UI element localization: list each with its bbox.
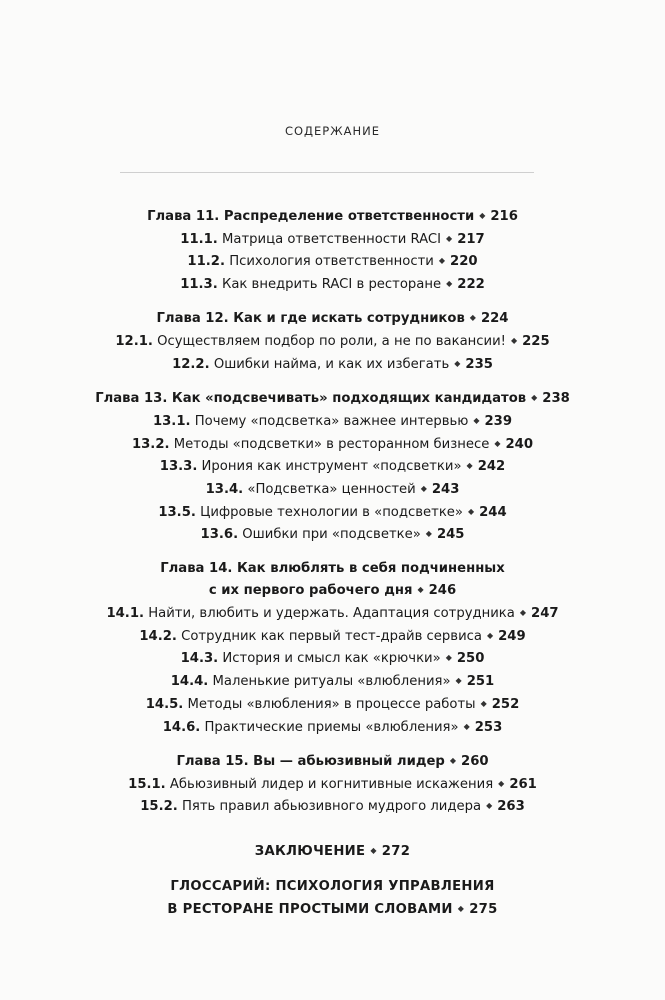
diamond-separator-icon: ◆ [446,233,453,243]
section-number: 14.3. [180,651,219,667]
toc-section-12-2[interactable] [0,353,665,376]
diamond-separator-icon: ◆ [445,653,452,663]
page-title: СОДЕРЖАНИЕ [284,124,381,138]
diamond-separator-icon: ◆ [438,256,446,266]
diamond-separator-icon: ◆ [457,903,465,913]
page-number: 243 [431,481,460,497]
diamond-separator-icon: ◆ [454,358,461,368]
toc-section-14-3[interactable] [0,647,665,670]
toc-glossary[interactable] [0,876,665,898]
diamond-separator-icon: ◆ [494,438,501,448]
table-of-contents [0,205,665,933]
page-number: 272 [381,843,411,859]
toc-chapter-15[interactable] [0,750,665,773]
section-number: 12.2. [172,356,210,372]
page-number: 238 [542,391,570,407]
toc-conclusion[interactable] [0,840,665,863]
page-number: 252 [491,696,520,712]
chapter-title: Глава 12. Как и где искать сотрудников [156,311,465,327]
header-divider [120,172,534,173]
diamond-separator-icon: ◆ [479,211,486,220]
diamond-separator-icon: ◆ [446,279,453,289]
section-number: 13.6. [200,527,239,543]
toc-section-13-1[interactable] [0,410,665,433]
page-number: 249 [498,628,526,644]
section-title: Пять правил абьюзивного мудрого лидера [182,799,482,815]
toc-chapter-13[interactable] [0,387,665,410]
section-number: 13.3. [159,459,198,475]
toc-section-13-5[interactable] [0,501,665,524]
diamond-separator-icon: ◆ [486,630,494,640]
section-number: 14.2. [139,628,177,644]
section-title: Сотрудник как первый тест-драйв сервиса [181,628,482,644]
chapter-title: Глава 13. Как «подсвечивать» подходящих кандидатов [95,391,527,407]
section-number: 14.6. [162,719,201,735]
section-title: «Подсветка» ценностей [247,481,416,497]
chapter-title: Глава 15. Вы — абьюзивный лидер [176,753,445,769]
chapter-title-line-2: с их первого рабочего дня [208,583,413,599]
section-title: Методы «подсветки» в ресторанном бизнесе [173,436,490,452]
section-title: Маленькие ритуалы «влюбления» [212,674,451,690]
page-number: 216 [490,209,518,224]
diamond-separator-icon: ◆ [469,313,476,323]
glossary-title-line-2: В РЕСТОРАНЕ ПРОСТЫМИ СЛОВАМИ [167,901,453,917]
toc-section-14-1[interactable] [0,602,665,625]
section-number: 11.1. [180,231,218,247]
page-number: 239 [484,413,513,429]
section-number: 13.4. [205,481,244,497]
section-title: Ирония как инструмент «подсветки» [201,459,462,475]
section-title: Психология ответственности [229,254,434,270]
diamond-separator-icon: ◆ [463,721,470,731]
section-title: Ошибки найма, и как их избегать [213,356,450,372]
page-number: 222 [457,277,485,293]
diamond-separator-icon: ◆ [486,801,493,811]
toc-section-11-2[interactable] [0,250,665,273]
page-number: 250 [456,651,485,667]
page-number: 275 [469,901,498,917]
diamond-separator-icon: ◆ [480,698,487,708]
section-number: 13.5. [158,504,196,520]
section-title: Цифровые технологии в «подсветке» [200,504,463,520]
toc-section-15-2[interactable] [0,795,665,818]
toc-section-14-6[interactable] [0,716,665,739]
section-number: 11.3. [180,277,218,293]
section-number: 13.1. [152,413,191,429]
page-number: 220 [450,254,478,270]
section-title: Матрица ответственности RACI [222,231,442,247]
toc-section-13-2[interactable] [0,433,665,456]
page-number: 260 [461,753,489,769]
page-number: 253 [474,719,503,735]
section-title: Практические приемы «влюбления» [204,719,459,735]
section-number: 15.1. [128,776,166,792]
section-number: 11.2. [187,254,225,270]
diamond-separator-icon: ◆ [473,415,480,425]
diamond-separator-icon: ◆ [417,585,424,595]
glossary-title-line-1: ГЛОССАРИЙ: ПСИХОЛОГИЯ УПРАВЛЕНИЯ [170,878,495,894]
toc-section-14-4[interactable] [0,670,665,693]
toc-chapter-12[interactable] [0,307,665,330]
page-number: 244 [479,504,507,520]
toc-section-14-5[interactable] [0,693,665,716]
section-title: Найти, влюбить и удержать. Адаптация сотрудника [148,606,515,622]
section-number: 15.2. [140,799,178,815]
page-number: 246 [428,583,457,599]
section-number: 13.2. [131,436,170,452]
conclusion-title: ЗАКЛЮЧЕНИЕ [254,843,366,859]
page-number: 217 [457,231,485,247]
section-number: 14.1. [106,606,145,622]
diamond-separator-icon: ◆ [510,336,518,346]
chapter-title-line-1: Глава 14. Как влюблять в себя подчиненных [160,560,505,576]
page-number: 247 [531,606,559,622]
diamond-separator-icon: ◆ [370,845,377,855]
section-title: Методы «влюбления» в процессе работы [187,696,476,712]
section-title: Осуществляем подбор по роли, а не по вакансии! [157,334,506,350]
diamond-separator-icon: ◆ [420,483,427,493]
diamond-separator-icon: ◆ [466,461,473,471]
section-title: Абьюзивный лидер и когнитивные искажения [169,776,494,792]
toc-section-14-2[interactable] [0,625,665,648]
toc-section-13-4[interactable] [0,478,665,501]
diamond-separator-icon: ◆ [531,393,538,403]
toc-section-13-6[interactable] [0,523,665,546]
page-number: 263 [497,799,525,815]
section-number: 14.5. [145,696,184,712]
toc-section-11-3[interactable] [0,273,665,296]
section-title: Ошибки при «подсветке» [242,527,421,543]
page-number: 225 [522,334,550,350]
section-title: Как внедрить RACI в ресторане [221,277,442,293]
page-number: 224 [480,311,509,327]
toc-chapter-14-continued[interactable] [0,579,665,602]
diamond-separator-icon: ◆ [498,778,505,788]
section-title: Почему «подсветка» важнее интервью [194,413,469,429]
toc-glossary-continued[interactable] [0,898,665,921]
page-number: 245 [436,527,465,543]
toc-section-12-1[interactable] [0,330,665,353]
page-number: 235 [465,356,493,372]
chapter-title: Глава 11. Распределение ответственности [147,209,475,224]
toc-chapter-14[interactable] [0,558,665,580]
toc-chapter-11[interactable] [0,205,665,228]
page-number: 242 [477,459,506,475]
diamond-separator-icon: ◆ [519,608,527,618]
section-number: 14.4. [170,674,209,690]
diamond-separator-icon: ◆ [455,676,462,686]
toc-section-13-3[interactable] [0,455,665,478]
toc-section-11-1[interactable] [0,228,665,251]
section-number: 12.1. [115,334,153,350]
diamond-separator-icon: ◆ [467,506,475,516]
page-number: 261 [509,776,537,792]
diamond-separator-icon: ◆ [425,529,432,539]
section-title: История и смысл как «крючки» [222,651,441,667]
page-number: 251 [466,674,495,690]
toc-section-15-1[interactable] [0,773,665,796]
diamond-separator-icon: ◆ [449,755,457,765]
page-number: 240 [505,436,534,452]
